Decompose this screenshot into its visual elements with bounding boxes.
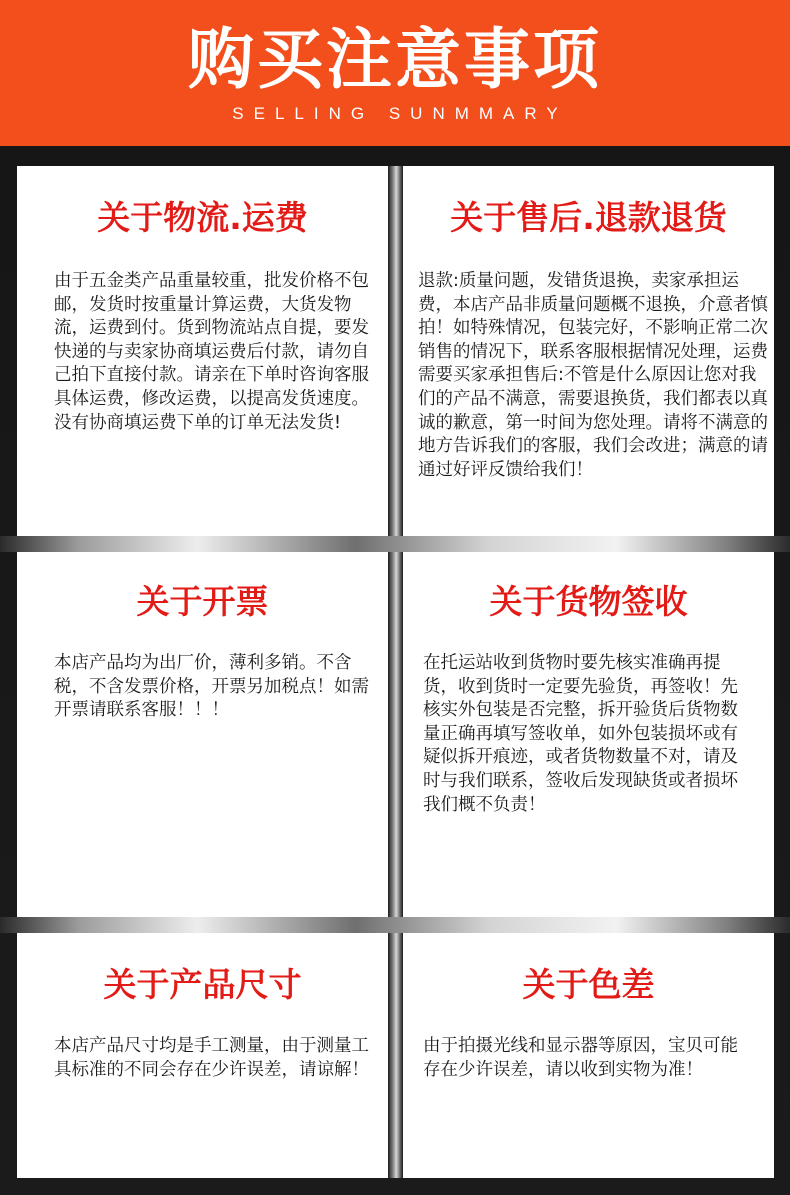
row-divider-2: [0, 917, 790, 933]
card-receipt-body: 在托运站收到货物时要先核实准确再提货，收到货时一定要先验货，再签收！先核实外包装是否完整，拆开验货后货物数量正确再填写签收单，如外包装损坏或有疑似拆开痕迹，或者货物数量不对，请及时与我们联系，签收后发现缺货或者损坏我们概不负责！: [423, 653, 738, 815]
card-receipt: [403, 552, 774, 917]
card-color: [403, 933, 774, 1178]
notice-board: [0, 146, 790, 1195]
column-divider-2: [388, 552, 403, 917]
card-aftersales-title: 关于售后.退款退货: [450, 198, 727, 237]
card-shipping: [17, 166, 388, 536]
card-color-body: 由于拍摄光线和显示器等原因，宝贝可能存在少许误差，请以收到实物为准！: [423, 1036, 738, 1080]
header-banner: [0, 0, 790, 146]
page-subtitle: SELLING SUNMMARY: [232, 104, 568, 123]
row-divider-1: [0, 536, 790, 552]
card-shipping-title: 关于物流.运费: [97, 198, 308, 237]
card-size: [17, 933, 388, 1178]
card-aftersales-body: 退款:质量问题，发错货退换，卖家承担运费，本店产品非质量问题概不退换，介意者慎拍！如特殊情况，包装完好，不影响正常二次销售的情况下，联系客服根据情况处理，运费需要买家承担售后:不管是什么原因让您对我们的产品不满意，需要退换货，我们都表以真诚的歉意，第一时间为您处理。请将不满意的地方告诉我们的客服，我们会改进；满意的请通过好评反馈给我们！: [418, 271, 768, 480]
card-invoice-body: 本店产品均为出厂价，薄利多销。不含税，不含发票价格，开票另加税点！如需开票请联系客服！！！: [54, 653, 369, 721]
card-invoice: [17, 552, 388, 917]
page-title: 购买注意事项: [188, 21, 602, 98]
card-receipt-title: 关于货物签收: [489, 582, 688, 621]
card-shipping-body: 由于五金类产品重量较重，批发价格不包邮，发货时按重量计算运费，大货发物流，运费到付。货到物流站点自提，要发快递的与卖家协商填运费后付款，请勿自己拍下直接付款。请亲在下单时咨询客服具体运费，修改运费，以提高发货速度。没有协商填运费下单的订单无法发货!: [54, 271, 369, 433]
card-aftersales: [403, 166, 774, 536]
card-invoice-title: 关于开票: [136, 582, 269, 621]
card-size-title: 关于产品尺寸: [103, 965, 302, 1004]
column-divider-1: [388, 166, 403, 536]
card-size-body: 本店产品尺寸均是手工测量，由于测量工具标准的不同会存在少许误差，请谅解！: [54, 1036, 369, 1080]
card-color-title: 关于色差: [522, 965, 655, 1004]
column-divider-3: [388, 933, 403, 1178]
